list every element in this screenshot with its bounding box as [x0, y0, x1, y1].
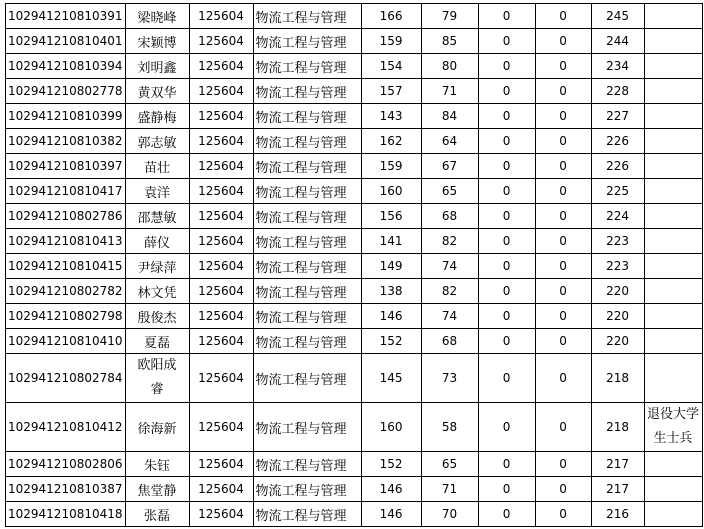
score2-cell: 68 — [421, 204, 478, 229]
score4-cell: 0 — [535, 104, 591, 129]
score-table — [5, 3, 703, 527]
score2-cell: 68 — [421, 329, 478, 354]
major-code-cell: 125604 — [189, 477, 253, 502]
score4-cell: 0 — [535, 304, 591, 329]
score4-cell: 0 — [535, 29, 591, 54]
total-score-cell: 220 — [591, 304, 644, 329]
major-code-cell: 125604 — [189, 229, 253, 254]
major-name-cell: 物流工程与管理 — [253, 229, 361, 254]
major-code-cell: 125604 — [189, 403, 253, 452]
major-name-cell: 物流工程与管理 — [253, 54, 361, 79]
total-score-cell: 234 — [591, 54, 644, 79]
score3-cell: 0 — [478, 304, 535, 329]
candidate-id-cell: 102941210810410 — [6, 329, 126, 354]
major-name-cell: 物流工程与管理 — [253, 477, 361, 502]
major-code-cell: 125604 — [189, 129, 253, 154]
total-score-cell: 220 — [591, 279, 644, 304]
table-row — [6, 329, 703, 354]
name-line-2: 睿 — [150, 382, 164, 397]
score3-cell: 0 — [478, 354, 535, 403]
major-code-cell: 125604 — [189, 279, 253, 304]
score3-cell: 0 — [478, 229, 535, 254]
candidate-id-cell: 102941210810382 — [6, 129, 126, 154]
name-cell: 袁洋 — [125, 179, 189, 204]
total-score-cell: 220 — [591, 329, 644, 354]
major-name-cell: 物流工程与管理 — [253, 403, 361, 452]
name-cell: 朱钰 — [125, 452, 189, 477]
score2-cell: 79 — [421, 4, 478, 29]
total-score-cell: 226 — [591, 129, 644, 154]
score3-cell: 0 — [478, 29, 535, 54]
major-code-cell: 125604 — [189, 254, 253, 279]
score-table-body — [6, 4, 703, 527]
note-cell — [644, 477, 702, 502]
score4-cell: 0 — [535, 204, 591, 229]
score1-cell: 156 — [361, 204, 421, 229]
table-row — [6, 4, 703, 29]
name-cell: 焦堂静 — [125, 477, 189, 502]
score3-cell: 0 — [478, 452, 535, 477]
score3-cell: 0 — [478, 477, 535, 502]
score1-cell: 160 — [361, 403, 421, 452]
score1-cell: 152 — [361, 329, 421, 354]
candidate-id-cell: 102941210802784 — [6, 354, 126, 403]
major-code-cell: 125604 — [189, 304, 253, 329]
score1-cell: 138 — [361, 279, 421, 304]
score1-cell: 145 — [361, 354, 421, 403]
score3-cell: 0 — [478, 129, 535, 154]
note-cell — [644, 329, 702, 354]
total-score-cell: 225 — [591, 179, 644, 204]
score1-cell: 160 — [361, 179, 421, 204]
note-cell — [644, 79, 702, 104]
score3-cell: 0 — [478, 154, 535, 179]
name-cell: 梁晓峰 — [125, 4, 189, 29]
score1-cell: 141 — [361, 229, 421, 254]
table-row — [6, 502, 703, 527]
note-cell — [644, 502, 702, 527]
table-row — [6, 29, 703, 54]
major-name-cell: 物流工程与管理 — [253, 4, 361, 29]
note-cell — [644, 304, 702, 329]
note-line-1: 退役大学 — [647, 407, 700, 422]
score1-cell: 146 — [361, 304, 421, 329]
major-name-cell: 物流工程与管理 — [253, 204, 361, 229]
name-cell: 苗壮 — [125, 154, 189, 179]
score3-cell: 0 — [478, 79, 535, 104]
table-row — [6, 403, 703, 452]
note-cell — [644, 54, 702, 79]
major-code-cell: 125604 — [189, 4, 253, 29]
score1-cell: 162 — [361, 129, 421, 154]
score1-cell: 159 — [361, 29, 421, 54]
note-cell — [644, 179, 702, 204]
score2-cell: 70 — [421, 502, 478, 527]
name-cell: 郭志敏 — [125, 129, 189, 154]
table-row — [6, 354, 703, 403]
candidate-id-cell: 102941210810415 — [6, 254, 126, 279]
score4-cell: 0 — [535, 354, 591, 403]
score1-cell: 143 — [361, 104, 421, 129]
score3-cell: 0 — [478, 279, 535, 304]
major-code-cell: 125604 — [189, 179, 253, 204]
score4-cell: 0 — [535, 477, 591, 502]
note-cell — [644, 154, 702, 179]
score4-cell: 0 — [535, 129, 591, 154]
major-name-cell: 物流工程与管理 — [253, 452, 361, 477]
major-code-cell: 125604 — [189, 79, 253, 104]
name-cell: 殷俊杰 — [125, 304, 189, 329]
major-name-cell: 物流工程与管理 — [253, 29, 361, 54]
major-name-cell: 物流工程与管理 — [253, 279, 361, 304]
candidate-id-cell: 102941210802778 — [6, 79, 126, 104]
score2-cell: 58 — [421, 403, 478, 452]
table-row — [6, 79, 703, 104]
total-score-cell: 227 — [591, 104, 644, 129]
score4-cell: 0 — [535, 502, 591, 527]
major-name-cell: 物流工程与管理 — [253, 304, 361, 329]
note-cell — [644, 403, 702, 452]
score3-cell: 0 — [478, 4, 535, 29]
note-cell — [644, 129, 702, 154]
score2-cell: 64 — [421, 129, 478, 154]
candidate-id-cell: 102941210810418 — [6, 502, 126, 527]
candidate-id-cell: 102941210810401 — [6, 29, 126, 54]
score2-cell: 74 — [421, 254, 478, 279]
total-score-cell: 228 — [591, 79, 644, 104]
name-cell: 黄双华 — [125, 79, 189, 104]
name-cell: 尹绿萍 — [125, 254, 189, 279]
score2-cell: 74 — [421, 304, 478, 329]
score2-cell: 73 — [421, 354, 478, 403]
table-row — [6, 204, 703, 229]
score4-cell: 0 — [535, 254, 591, 279]
name-cell: 薛仪 — [125, 229, 189, 254]
table-row — [6, 54, 703, 79]
candidate-id-cell: 102941210802782 — [6, 279, 126, 304]
name-cell: 林文凭 — [125, 279, 189, 304]
score1-cell: 159 — [361, 154, 421, 179]
candidate-id-cell: 102941210810397 — [6, 154, 126, 179]
score2-cell: 84 — [421, 104, 478, 129]
table-row — [6, 229, 703, 254]
note-cell — [644, 104, 702, 129]
major-name-cell: 物流工程与管理 — [253, 104, 361, 129]
candidate-id-cell: 102941210802798 — [6, 304, 126, 329]
note-cell — [644, 229, 702, 254]
score2-cell: 67 — [421, 154, 478, 179]
name-cell: 徐海新 — [125, 403, 189, 452]
note-line-2: 生士兵 — [653, 431, 693, 446]
table-row — [6, 304, 703, 329]
candidate-id-cell: 102941210802806 — [6, 452, 126, 477]
score4-cell: 0 — [535, 4, 591, 29]
total-score-cell: 223 — [591, 229, 644, 254]
note-cell — [644, 4, 702, 29]
name-cell — [125, 354, 189, 403]
major-name-cell: 物流工程与管理 — [253, 254, 361, 279]
score4-cell: 0 — [535, 54, 591, 79]
major-name-cell: 物流工程与管理 — [253, 354, 361, 403]
name-cell: 夏磊 — [125, 329, 189, 354]
candidate-id-cell: 102941210810417 — [6, 179, 126, 204]
table-row — [6, 104, 703, 129]
note-cell — [644, 279, 702, 304]
table-row — [6, 279, 703, 304]
major-code-cell: 125604 — [189, 502, 253, 527]
score3-cell: 0 — [478, 104, 535, 129]
score1-cell: 152 — [361, 452, 421, 477]
score4-cell: 0 — [535, 279, 591, 304]
total-score-cell: 226 — [591, 154, 644, 179]
score2-cell: 82 — [421, 229, 478, 254]
total-score-cell: 223 — [591, 254, 644, 279]
score2-cell: 82 — [421, 279, 478, 304]
table-row — [6, 477, 703, 502]
score1-cell: 154 — [361, 54, 421, 79]
score2-cell: 71 — [421, 477, 478, 502]
score2-cell: 80 — [421, 54, 478, 79]
candidate-id-cell: 102941210810413 — [6, 229, 126, 254]
name-cell: 宋颖博 — [125, 29, 189, 54]
major-code-cell: 125604 — [189, 204, 253, 229]
score3-cell: 0 — [478, 403, 535, 452]
major-name-cell: 物流工程与管理 — [253, 129, 361, 154]
name-cell: 刘明鑫 — [125, 54, 189, 79]
table-row — [6, 452, 703, 477]
score4-cell: 0 — [535, 403, 591, 452]
total-score-cell: 245 — [591, 4, 644, 29]
total-score-cell: 216 — [591, 502, 644, 527]
score4-cell: 0 — [535, 154, 591, 179]
major-code-cell: 125604 — [189, 104, 253, 129]
score1-cell: 166 — [361, 4, 421, 29]
table-row — [6, 179, 703, 204]
candidate-id-cell: 102941210810387 — [6, 477, 126, 502]
candidate-id-cell: 102941210810412 — [6, 403, 126, 452]
major-name-cell: 物流工程与管理 — [253, 154, 361, 179]
note-cell — [644, 452, 702, 477]
candidate-id-cell: 102941210810399 — [6, 104, 126, 129]
note-cell — [644, 29, 702, 54]
name-cell: 盛静梅 — [125, 104, 189, 129]
table-row — [6, 129, 703, 154]
major-name-cell: 物流工程与管理 — [253, 502, 361, 527]
name-line-1: 欧阳成 — [137, 358, 177, 373]
score1-cell: 146 — [361, 502, 421, 527]
total-score-cell: 217 — [591, 452, 644, 477]
score3-cell: 0 — [478, 179, 535, 204]
score4-cell: 0 — [535, 229, 591, 254]
major-name-cell: 物流工程与管理 — [253, 329, 361, 354]
note-cell — [644, 254, 702, 279]
total-score-cell: 224 — [591, 204, 644, 229]
major-code-cell: 125604 — [189, 154, 253, 179]
score4-cell: 0 — [535, 329, 591, 354]
table-row — [6, 254, 703, 279]
score1-cell: 149 — [361, 254, 421, 279]
name-cell: 张磊 — [125, 502, 189, 527]
score2-cell: 65 — [421, 179, 478, 204]
note-cell — [644, 354, 702, 403]
score3-cell: 0 — [478, 502, 535, 527]
candidate-id-cell: 102941210810394 — [6, 54, 126, 79]
score3-cell: 0 — [478, 329, 535, 354]
score4-cell: 0 — [535, 452, 591, 477]
table-row — [6, 154, 703, 179]
total-score-cell: 218 — [591, 354, 644, 403]
score1-cell: 146 — [361, 477, 421, 502]
total-score-cell: 244 — [591, 29, 644, 54]
score2-cell: 71 — [421, 79, 478, 104]
candidate-id-cell: 102941210810391 — [6, 4, 126, 29]
name-cell: 邵慧敏 — [125, 204, 189, 229]
score2-cell: 65 — [421, 452, 478, 477]
major-name-cell: 物流工程与管理 — [253, 179, 361, 204]
note-cell — [644, 204, 702, 229]
score3-cell: 0 — [478, 254, 535, 279]
total-score-cell: 217 — [591, 477, 644, 502]
major-code-cell: 125604 — [189, 329, 253, 354]
score4-cell: 0 — [535, 79, 591, 104]
score4-cell: 0 — [535, 179, 591, 204]
score1-cell: 157 — [361, 79, 421, 104]
major-code-cell: 125604 — [189, 54, 253, 79]
major-name-cell: 物流工程与管理 — [253, 79, 361, 104]
total-score-cell: 218 — [591, 403, 644, 452]
major-code-cell: 125604 — [189, 29, 253, 54]
candidate-id-cell: 102941210802786 — [6, 204, 126, 229]
score3-cell: 0 — [478, 54, 535, 79]
major-code-cell: 125604 — [189, 354, 253, 403]
major-code-cell: 125604 — [189, 452, 253, 477]
score2-cell: 85 — [421, 29, 478, 54]
score3-cell: 0 — [478, 204, 535, 229]
